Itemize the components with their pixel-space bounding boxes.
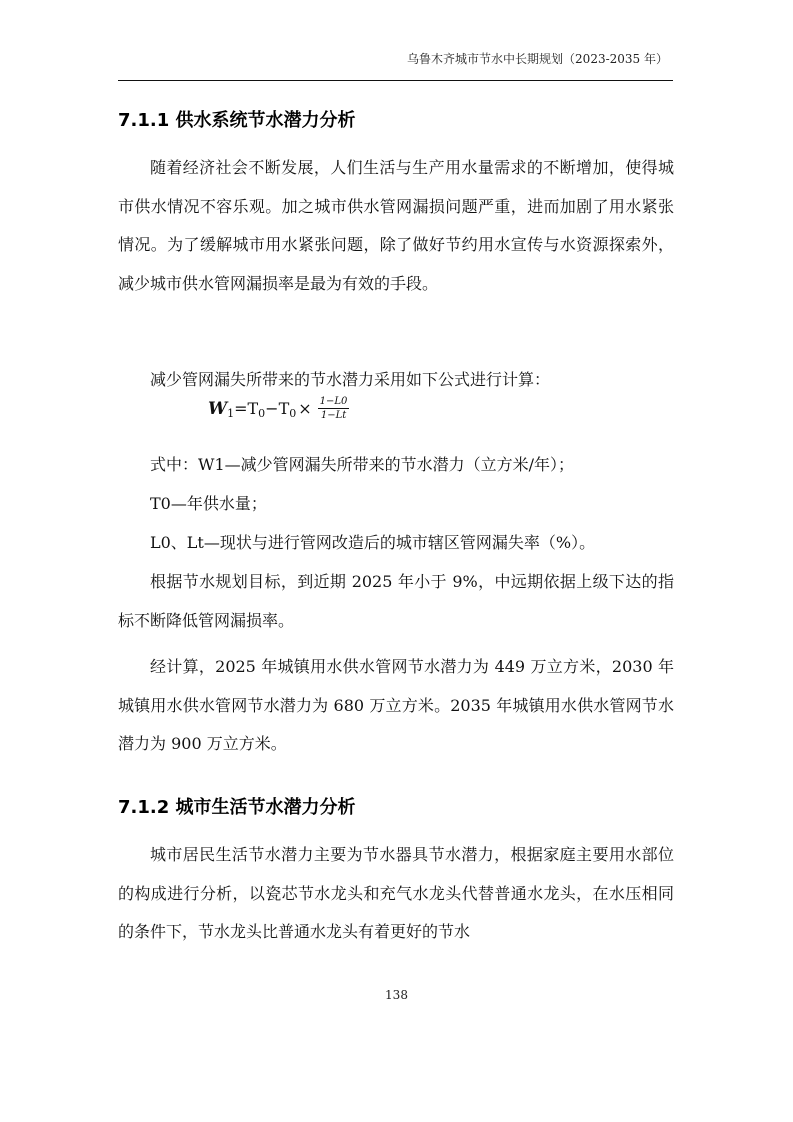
definition-l0-lt: L0、Lt—现状与进行管网改造后的城市辖区管网漏失率（%）。	[150, 533, 596, 552]
running-header: 乌鲁木齐城市节水中长期规划（2023-2035 年）	[407, 52, 668, 66]
formula-times: ×	[298, 399, 312, 418]
formula-lhs: W	[208, 398, 228, 419]
definition-w1: 式中：W1—减少管网漏失所带来的节水潜力（立方米/年）；	[150, 455, 575, 474]
header-divider	[118, 80, 673, 81]
paragraph-domestic-savings: 城市居民生活节水潜力主要为节水器具节水潜力，根据家庭主要用水部位的构成进行分析，以瓷芯节水龙头和充气水龙头代替普通水龙头，在水压相同的条件下，节水龙头比普通水龙头有着更好的节水	[118, 845, 674, 942]
paragraph-calculation-results: 经计算，2025 年城镇用水供水管网节水潜力为 449 万立方米，2030 年城镇用水供水管网节水潜力为 680 万立方米。2035 年城镇用水供水管网节水潜力为 900 万立方米。	[118, 657, 674, 754]
formula-minus-t: −T	[265, 399, 290, 418]
paragraph-supply-background: 随着经济社会不断发展，人们生活与生产用水量需求的不断增加，使得城市供水情况不容乐观。加之城市供水管网漏损问题严重，进而加剧了用水紧张情况。为了缓解城市用水紧张问题，除了做好节约用水宣传与水资源探索外，减少城市供水管网漏损率是最为有效的手段。	[118, 158, 674, 293]
formula-t-subscript-2: 0	[289, 407, 297, 421]
formula-denominator: 1−Lt	[320, 410, 347, 421]
paragraph-formula-intro: 减少管网漏失所带来的节水潜力采用如下公式进行计算：	[150, 370, 551, 389]
formula-lhs-subscript: 1	[227, 407, 235, 421]
formula-fraction	[318, 396, 350, 421]
page-number: 138	[385, 988, 408, 1002]
formula-equals-t: =T	[234, 399, 259, 418]
section-heading-7-1-1: 7.1.1 供水系统节水潜力分析	[118, 110, 356, 131]
leakage-formula	[208, 396, 349, 440]
formula-numerator: 1−L0	[319, 396, 348, 407]
formula-t-subscript-1: 0	[258, 407, 266, 421]
definition-t0: T0—年供水量；	[150, 494, 267, 513]
paragraph-planning-target: 根据节水规划目标，到近期 2025 年小于 9%，中远期依据上级下达的指标不断降低管网漏损率。	[118, 572, 674, 630]
section-heading-7-1-2: 7.1.2 城市生活节水潜力分析	[118, 797, 356, 818]
